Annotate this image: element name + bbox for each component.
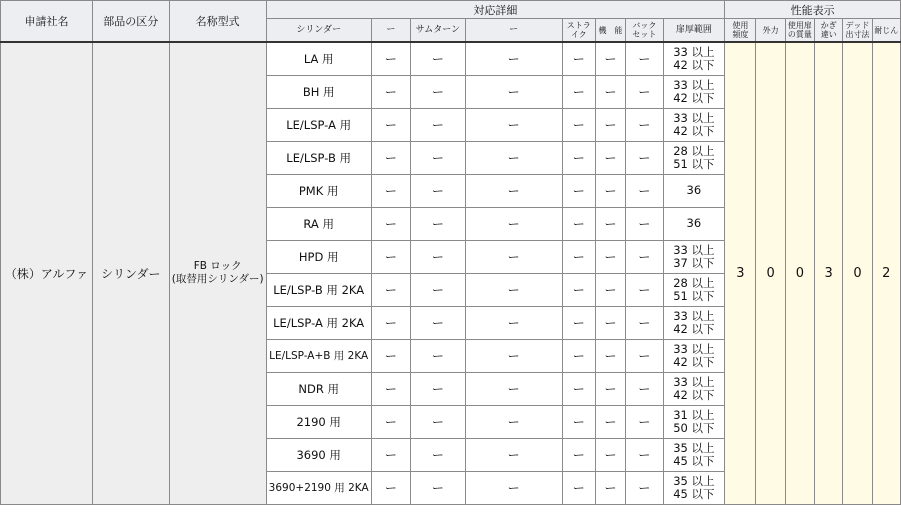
dash-cell: ー	[411, 240, 466, 273]
dash-cell: ー	[411, 273, 466, 306]
dash-cell: ー	[371, 471, 410, 504]
header-model: 名称型式	[169, 1, 266, 43]
dash-cell: ー	[595, 273, 625, 306]
subheader-door-thickness: 扉厚範囲	[663, 19, 725, 43]
header-applicant: 申請社名	[1, 1, 93, 43]
perf-deadbolt: 0	[843, 42, 872, 504]
dash-cell: ー	[626, 339, 663, 372]
door-thickness-cell: 36	[663, 207, 725, 240]
perf-use-frequency: 3	[725, 42, 756, 504]
dash-cell: ー	[371, 75, 410, 108]
dash-cell: ー	[595, 42, 625, 75]
part-name: LE/LSP-A+B 用 2KA	[266, 339, 371, 372]
part-name: LE/LSP-B 用 2KA	[266, 273, 371, 306]
door-thickness-cell: 28 以上 51 以下	[663, 141, 725, 174]
dash-cell: ー	[371, 405, 410, 438]
dash-cell: ー	[595, 75, 625, 108]
subheader-door-mass: 使用扉 の質量	[785, 19, 814, 43]
door-thickness-cell: 35 以上 45 以下	[663, 438, 725, 471]
dash-cell: ー	[371, 240, 410, 273]
subheader-function: 機 能	[595, 19, 625, 43]
door-thickness-cell: 33 以上 37 以下	[663, 240, 725, 273]
dash-cell: ー	[465, 141, 562, 174]
dash-cell: ー	[562, 141, 595, 174]
dash-cell: ー	[626, 438, 663, 471]
dash-cell: ー	[411, 372, 466, 405]
dash-cell: ー	[465, 240, 562, 273]
dash-cell: ー	[626, 405, 663, 438]
dash-cell: ー	[562, 339, 595, 372]
part-name: NDR 用	[266, 372, 371, 405]
dash-cell: ー	[465, 174, 562, 207]
part-name: LE/LSP-B 用	[266, 141, 371, 174]
dash-cell: ー	[371, 207, 410, 240]
dash-cell: ー	[595, 438, 625, 471]
dash-cell: ー	[411, 438, 466, 471]
dash-cell: ー	[371, 339, 410, 372]
part-name: 3690 用	[266, 438, 371, 471]
dash-cell: ー	[595, 339, 625, 372]
dash-cell: ー	[626, 471, 663, 504]
door-thickness-cell: 33 以上 42 以下	[663, 339, 725, 372]
dash-cell: ー	[562, 42, 595, 75]
dash-cell: ー	[371, 438, 410, 471]
dash-cell: ー	[562, 207, 595, 240]
perf-endurance: 2	[872, 42, 900, 504]
category-cell: シリンダー	[92, 42, 169, 504]
door-thickness-cell: 33 以上 42 以下	[663, 75, 725, 108]
subheader-dash-2: ー	[465, 19, 562, 43]
door-thickness-cell: 31 以上 50 以下	[663, 405, 725, 438]
dash-cell: ー	[371, 42, 410, 75]
dash-cell: ー	[371, 108, 410, 141]
part-name: LE/LSP-A 用 2KA	[266, 306, 371, 339]
part-name: HPD 用	[266, 240, 371, 273]
part-name: 2190 用	[266, 405, 371, 438]
dash-cell: ー	[595, 174, 625, 207]
dash-cell: ー	[411, 42, 466, 75]
subheader-deadbolt: デッド 出寸法	[843, 19, 872, 43]
subheader-use-frequency: 使用 頻度	[725, 19, 756, 43]
subheader-backset: バック セット	[626, 19, 663, 43]
applicant-cell: （株）アルファ	[1, 42, 93, 504]
door-thickness-cell: 36	[663, 174, 725, 207]
dash-cell: ー	[411, 306, 466, 339]
dash-cell: ー	[626, 306, 663, 339]
dash-cell: ー	[626, 174, 663, 207]
dash-cell: ー	[562, 405, 595, 438]
perf-door-mass: 0	[785, 42, 814, 504]
dash-cell: ー	[465, 438, 562, 471]
door-thickness-cell: 33 以上 42 以下	[663, 306, 725, 339]
dash-cell: ー	[562, 273, 595, 306]
dash-cell: ー	[626, 141, 663, 174]
dash-cell: ー	[371, 141, 410, 174]
dash-cell: ー	[562, 372, 595, 405]
dash-cell: ー	[595, 471, 625, 504]
dash-cell: ー	[465, 273, 562, 306]
dash-cell: ー	[465, 372, 562, 405]
dash-cell: ー	[626, 75, 663, 108]
dash-cell: ー	[371, 306, 410, 339]
dash-cell: ー	[465, 108, 562, 141]
dash-cell: ー	[465, 339, 562, 372]
dash-cell: ー	[562, 471, 595, 504]
dash-cell: ー	[411, 339, 466, 372]
dash-cell: ー	[595, 306, 625, 339]
part-name: RA 用	[266, 207, 371, 240]
subheader-strike: ストラ イク	[562, 19, 595, 43]
door-thickness-cell: 28 以上 51 以下	[663, 273, 725, 306]
dash-cell: ー	[411, 174, 466, 207]
dash-cell: ー	[562, 75, 595, 108]
dash-cell: ー	[465, 42, 562, 75]
dash-cell: ー	[465, 306, 562, 339]
dash-cell: ー	[626, 240, 663, 273]
dash-cell: ー	[465, 75, 562, 108]
door-thickness-cell: 35 以上 45 以下	[663, 471, 725, 504]
dash-cell: ー	[562, 306, 595, 339]
model-cell: FB ロック (取替用シリンダー)	[169, 42, 266, 504]
dash-cell: ー	[595, 207, 625, 240]
part-name: LA 用	[266, 42, 371, 75]
perf-key-difference: 3	[815, 42, 843, 504]
door-thickness-cell: 33 以上 42 以下	[663, 42, 725, 75]
dash-cell: ー	[411, 207, 466, 240]
part-name: LE/LSP-A 用	[266, 108, 371, 141]
part-name: BH 用	[266, 75, 371, 108]
dash-cell: ー	[562, 240, 595, 273]
door-thickness-cell: 33 以上 42 以下	[663, 108, 725, 141]
dash-cell: ー	[595, 141, 625, 174]
dash-cell: ー	[411, 405, 466, 438]
dash-cell: ー	[626, 42, 663, 75]
dash-cell: ー	[371, 273, 410, 306]
dash-cell: ー	[626, 207, 663, 240]
door-thickness-cell: 33 以上 42 以下	[663, 372, 725, 405]
dash-cell: ー	[465, 207, 562, 240]
dash-cell: ー	[595, 108, 625, 141]
dash-cell: ー	[562, 108, 595, 141]
dash-cell: ー	[371, 174, 410, 207]
dash-cell: ー	[411, 108, 466, 141]
part-name: PMK 用	[266, 174, 371, 207]
dash-cell: ー	[371, 372, 410, 405]
header-details: 対応詳細	[266, 1, 725, 19]
dash-cell: ー	[595, 240, 625, 273]
subheader-endurance: 耐じん	[872, 19, 900, 43]
dash-cell: ー	[562, 174, 595, 207]
dash-cell: ー	[626, 372, 663, 405]
subheader-external-force: 外力	[756, 19, 785, 43]
dash-cell: ー	[626, 273, 663, 306]
subheader-key-difference: かぎ 違い	[815, 19, 843, 43]
dash-cell: ー	[626, 108, 663, 141]
dash-cell: ー	[411, 75, 466, 108]
dash-cell: ー	[562, 438, 595, 471]
dash-cell: ー	[411, 141, 466, 174]
dash-cell: ー	[411, 471, 466, 504]
subheader-dash-1: ー	[371, 19, 410, 43]
dash-cell: ー	[465, 405, 562, 438]
subheader-thumbturn: サムターン	[411, 19, 466, 43]
perf-external-force: 0	[756, 42, 785, 504]
dash-cell: ー	[595, 405, 625, 438]
header-category: 部品の区分	[92, 1, 169, 43]
dash-cell: ー	[595, 372, 625, 405]
part-name: 3690+2190 用 2KA	[266, 471, 371, 504]
header-performance: 性能表示	[725, 1, 901, 19]
subheader-cylinder: シリンダー	[266, 19, 371, 43]
dash-cell: ー	[465, 471, 562, 504]
